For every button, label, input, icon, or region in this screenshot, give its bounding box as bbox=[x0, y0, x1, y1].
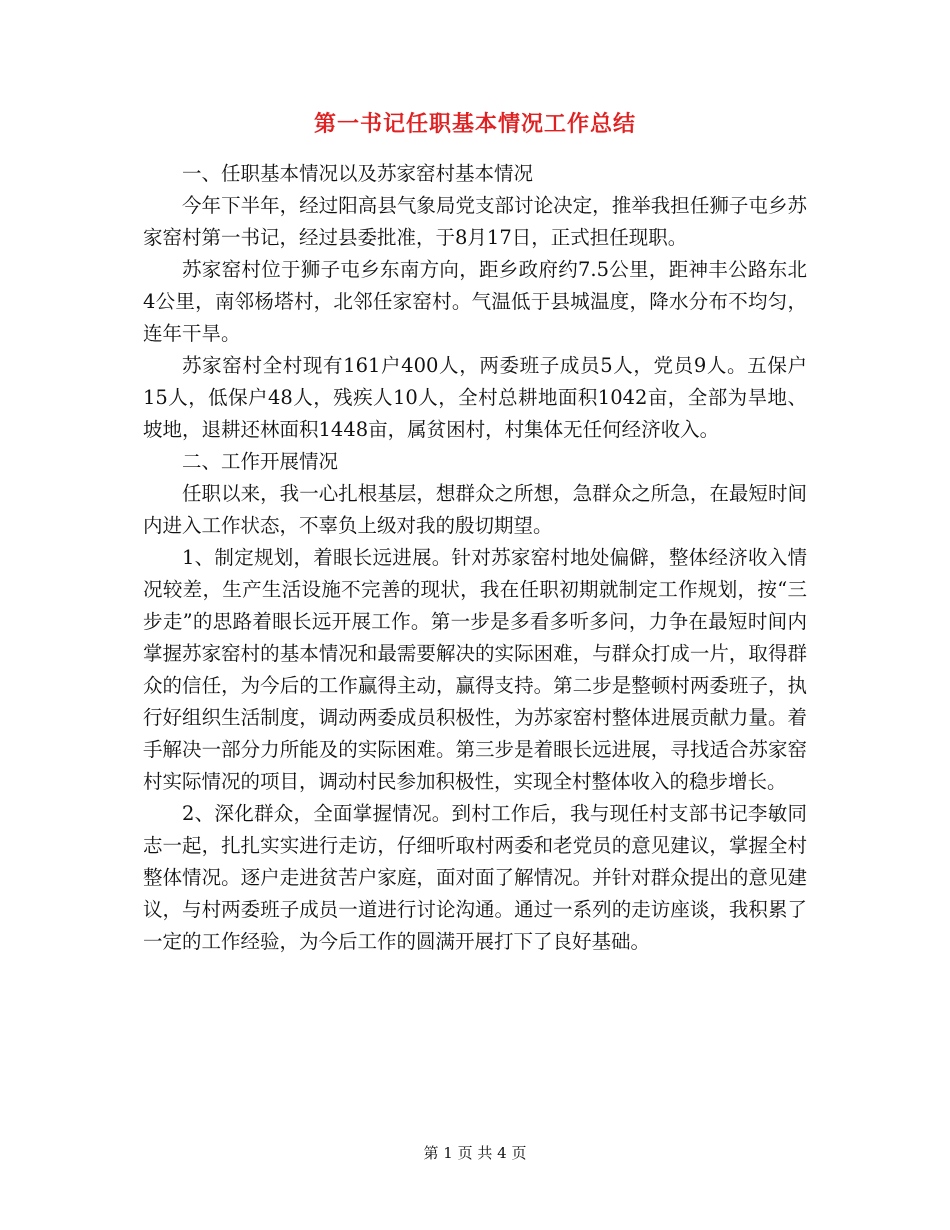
document-title: 第一书记任职基本情况工作总结 bbox=[313, 111, 636, 137]
document-body bbox=[143, 158, 807, 958]
section-heading-1: 一、任职基本情况以及苏家窑村基本情况 bbox=[182, 162, 534, 185]
paragraph: 今年下半年，经过阳高县气象局党支部讨论决定，推举我担任狮子屯乡苏家窑村第一书记，经过县委批准，于8月17日，正式担任现职。 bbox=[143, 194, 807, 249]
paragraph: 苏家窑村位于狮子屯乡东南方向，距乡政府约7.5公里，距神丰公路东北4公里，南邻杨塔村，北邻任家窑村。气温低于县城温度，降水分布不均匀，连年干旱。 bbox=[143, 258, 807, 345]
page-footer bbox=[0, 1141, 950, 1165]
paragraph: 任职以来，我一心扎根基层，想群众之所想，急群众之所急，在最短时间内进入工作状态，不辜负上级对我的殷切期望。 bbox=[143, 482, 807, 537]
paragraph: 2、深化群众，全面掌握情况。到村工作后，我与现任村支部书记李敏同志一起，扎扎实实进行走访，仔细听取村两委和老党员的意见建议，掌握全村整体情况。逐户走进贫苦户家庭，面对面了解情况。并针对群众提出的意见建议，与村两委班子成员一道进行讨论沟通。通过一系列的走访座谈，我积累了一定的工作经验，为今后工作的圆满开展打下了良好基础。 bbox=[143, 802, 807, 953]
section-heading-2: 二、工作开展情况 bbox=[182, 450, 339, 473]
paragraph: 苏家窑村全村现有161户400人，两委班子成员5人，党员9人。五保户15人，低保户48人，残疾人10人，全村总耕地面积1042亩，全部为旱地、坡地，退耕还林面积1448亩，属贫困村，村集体无任何经济收入。 bbox=[143, 354, 807, 441]
page-number: 第 1 页 共 4 页 bbox=[423, 1144, 527, 1162]
paragraph: 1、制定规划，着眼长远进展。针对苏家窑村地处偏僻，整体经济收入情况较差，生产生活设施不完善的现状，我在任职初期就制定工作规划，按“三步走”的思路着眼长远开展工作。第一步是多看多听多问，力争在最短时间内掌握苏家窑村的基本情况和最需要解决的实际困难，与群众打成一片，取得群众的信任，为今后的工作赢得主动，赢得支持。第二步是整顿村两委班子，执行好组织生活制度，调动两委成员积极性，为苏家窑村整体进展贡献力量。着手解决一部分力所能及的实际困难。第三步是着眼长远进展，寻找适合苏家窑村实际情况的项目，调动村民参加积极性，实现全村整体收入的稳步增长。 bbox=[143, 546, 807, 793]
